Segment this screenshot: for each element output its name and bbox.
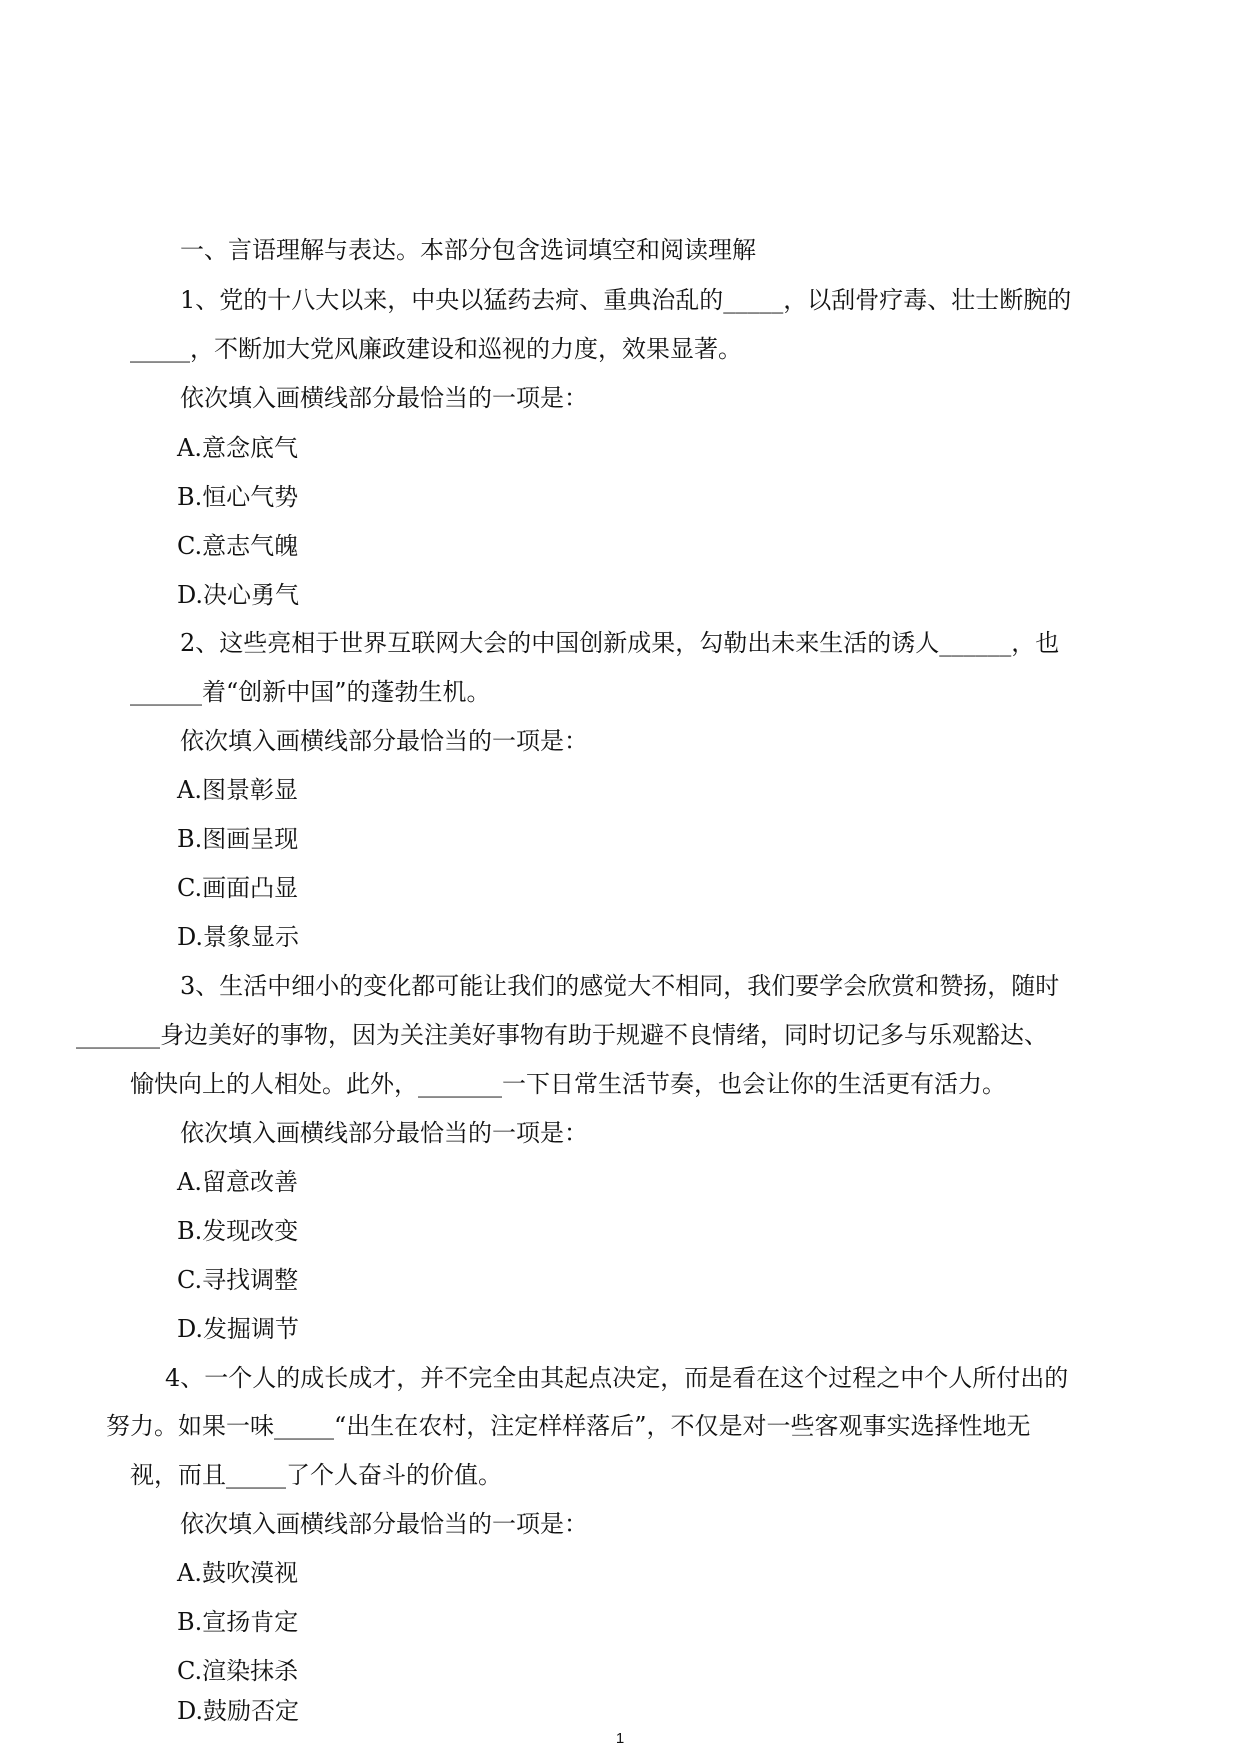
question-2-option-c: C.画面凸显 xyxy=(177,874,299,902)
question-1-line-2: _____，不断加大党风廉政建设和巡视的力度，效果显著。 xyxy=(130,335,742,363)
section-title: 一、言语理解与表达。本部分包含选词填空和阅读理解 xyxy=(180,236,756,264)
question-2-option-d: D.景象显示 xyxy=(177,923,300,951)
question-1-prompt: 依次填入画横线部分最恰当的一项是： xyxy=(180,384,588,412)
question-3-option-c: C.寻找调整 xyxy=(177,1266,299,1294)
question-2-option-a: A.图景彰显 xyxy=(177,776,298,804)
question-2-prompt: 依次填入画横线部分最恰当的一项是： xyxy=(180,727,588,755)
question-4-option-a: A.鼓吹漠视 xyxy=(177,1559,298,1587)
question-4-line-1: 4、一个人的成长成才，并不完全由其起点决定，而是看在这个过程之中个人所付出的 xyxy=(165,1364,1069,1392)
question-4-option-b: B.宣扬肯定 xyxy=(177,1608,299,1636)
question-4-line-3: 视，而且_____了个人奋斗的价值。 xyxy=(130,1461,502,1489)
question-3-line-1: 3、生活中细小的变化都可能让我们的感觉大不相同，我们要学会欣赏和赞扬，随时 xyxy=(180,972,1060,1000)
question-2-line-2: ______着“创新中国”的蓬勃生机。 xyxy=(130,678,491,706)
question-1-option-a: A.意念底气 xyxy=(177,434,298,462)
question-2-option-b: B.图画呈现 xyxy=(177,825,299,853)
question-3-option-a: A.留意改善 xyxy=(177,1168,298,1196)
question-4-option-d: D.鼓励否定 xyxy=(177,1697,300,1725)
question-4-option-c: C.渲染抹杀 xyxy=(177,1657,299,1685)
question-1-line-1: 1、党的十八大以来，中央以猛药去疴、重典治乱的_____，以刮骨疗毒、壮士断腕的 xyxy=(180,286,1072,314)
question-2-line-1: 2、这些亮相于世界互联网大会的中国创新成果，勾勒出未来生活的诱人______，也 xyxy=(180,629,1060,657)
question-1-option-d: D.决心勇气 xyxy=(177,581,300,609)
question-3-option-b: B.发现改变 xyxy=(177,1217,299,1245)
question-4-prompt: 依次填入画横线部分最恰当的一项是： xyxy=(180,1510,588,1538)
question-3-line-2: _______身边美好的事物，因为关注美好事物有助于规避不良情绪，同时切记多与乐观豁达、 xyxy=(76,1021,1048,1049)
page-number: 1 xyxy=(615,1730,625,1747)
question-1-option-b: B.恒心气势 xyxy=(177,483,299,511)
question-3-line-3: 愉快向上的人相处。此外，_______一下日常生活节奏，也会让你的生活更有活力。 xyxy=(130,1070,1006,1098)
question-1-option-c: C.意志气魄 xyxy=(177,532,299,560)
question-3-option-d: D.发掘调节 xyxy=(177,1315,300,1343)
question-4-line-2: 努力。如果一味_____“出生在农村，注定样样落后”，不仅是对一些客观事实选择性地无 xyxy=(106,1412,1031,1440)
question-3-prompt: 依次填入画横线部分最恰当的一项是： xyxy=(180,1119,588,1147)
